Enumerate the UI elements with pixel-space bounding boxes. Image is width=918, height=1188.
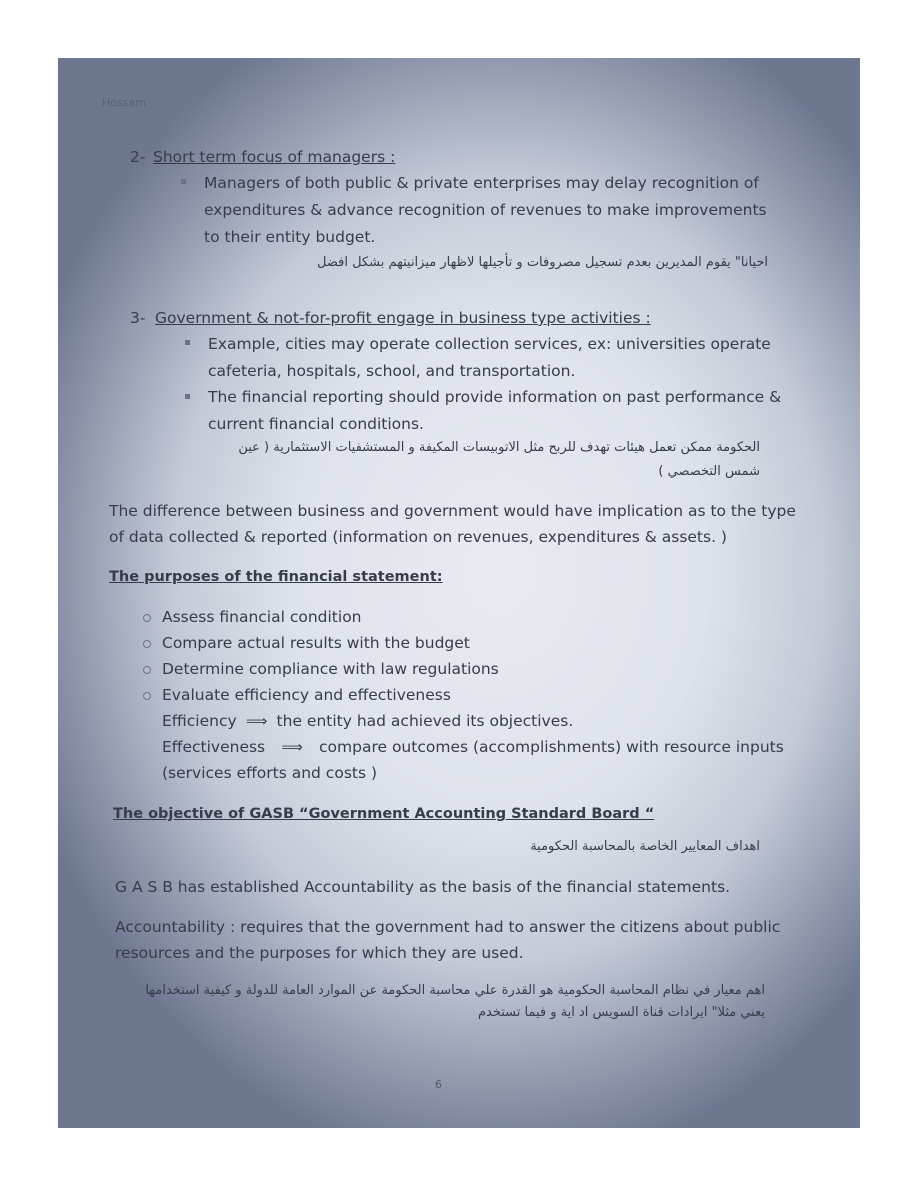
header-author: Hossam (102, 96, 146, 109)
bullet-line: expenditures & advance recognition of revenues to make improvements (204, 201, 767, 219)
bullet-marker (143, 692, 151, 700)
effectiveness-text: compare outcomes (accomplishments) with resource inputs (319, 738, 784, 756)
section-number: 2- (130, 148, 146, 166)
bullet-marker (185, 394, 190, 399)
section-heading: The purposes of the financial statement: (109, 569, 443, 585)
list-item: Compare actual results with the budget (162, 634, 470, 652)
bullet-line: Managers of both public & private enterprises may delay recognition of (204, 174, 759, 192)
bullet-marker (185, 340, 190, 345)
bullet-marker (181, 179, 186, 184)
list-item: Determine compliance with law regulations (162, 660, 499, 678)
bullet-marker (143, 640, 151, 648)
bullet-line: The financial reporting should provide information on past performance & (208, 388, 782, 406)
paragraph-line: G A S B has established Accountability as the basis of the financial statements. (115, 878, 731, 896)
page-number: 6 (435, 1078, 442, 1091)
arabic-note: شمس التخصصي ) (658, 464, 760, 479)
arabic-note: اهداف المعايير الخاصة بالمحاسبة الحكومية (530, 839, 760, 854)
section-number: 3- (130, 309, 146, 327)
section-heading: The objective of GASB “Government Accounting Standard Board “ (113, 806, 655, 822)
section-heading: Short term focus of managers : (153, 148, 396, 166)
paragraph-line: Accountability : requires that the government had to answer the citizens about public (115, 918, 781, 936)
arabic-note: الحكومة ممكن تعمل هيئات تهدف للربح مثل الاتوبيسات المكيفة و المستشفيات الاستثمارية ( عين (238, 440, 760, 455)
list-item: Assess financial condition (162, 608, 362, 626)
arabic-note: اهم معيار في نظام المحاسبة الحكومية هو القدرة علي محاسبة الحكومة عن الموارد العامة للدولة و كيفية استخدامها (145, 983, 765, 998)
section-heading: Government & not-for-profit engage in business type activities : (155, 309, 651, 327)
bullet-marker (143, 666, 151, 674)
bullet-line: Example, cities may operate collection services, ex: universities operate (208, 335, 771, 353)
effectiveness-continuation: (services efforts and costs ) (162, 764, 378, 782)
paragraph-line: resources and the purposes for which they are used. (115, 944, 524, 962)
bullet-marker (143, 614, 151, 622)
arabic-note: احيانا" يقوم المديرين بعدم تسجيل مصروفات و تأجيلها لاظهار ميزانيتهم بشكل افضل (317, 255, 768, 270)
arabic-note: يعني مثلا" ايرادات قناة السويس اد اية و فيما تستخدم (478, 1005, 765, 1020)
efficiency-text: the entity had achieved its objectives. (276, 712, 574, 730)
effectiveness-label: Effectiveness (162, 738, 266, 756)
list-item: Evaluate efficiency and effectiveness (162, 686, 451, 704)
bullet-line: current financial conditions. (208, 415, 424, 433)
efficiency-line (162, 708, 573, 734)
arrow-icon: ⟹ (281, 738, 303, 756)
effectiveness-line (162, 734, 784, 760)
paragraph-line: The difference between business and government would have implication as to the type (109, 502, 796, 520)
bullet-line: to their entity budget. (204, 228, 376, 246)
bullet-line: cafeteria, hospitals, school, and transportation. (208, 362, 576, 380)
efficiency-label: Efficiency (162, 712, 237, 730)
arrow-icon: ⟹ (245, 712, 268, 730)
document-photo (58, 58, 860, 1128)
paragraph-line: of data collected & reported (information on revenues, expenditures & assets. ) (109, 528, 727, 546)
